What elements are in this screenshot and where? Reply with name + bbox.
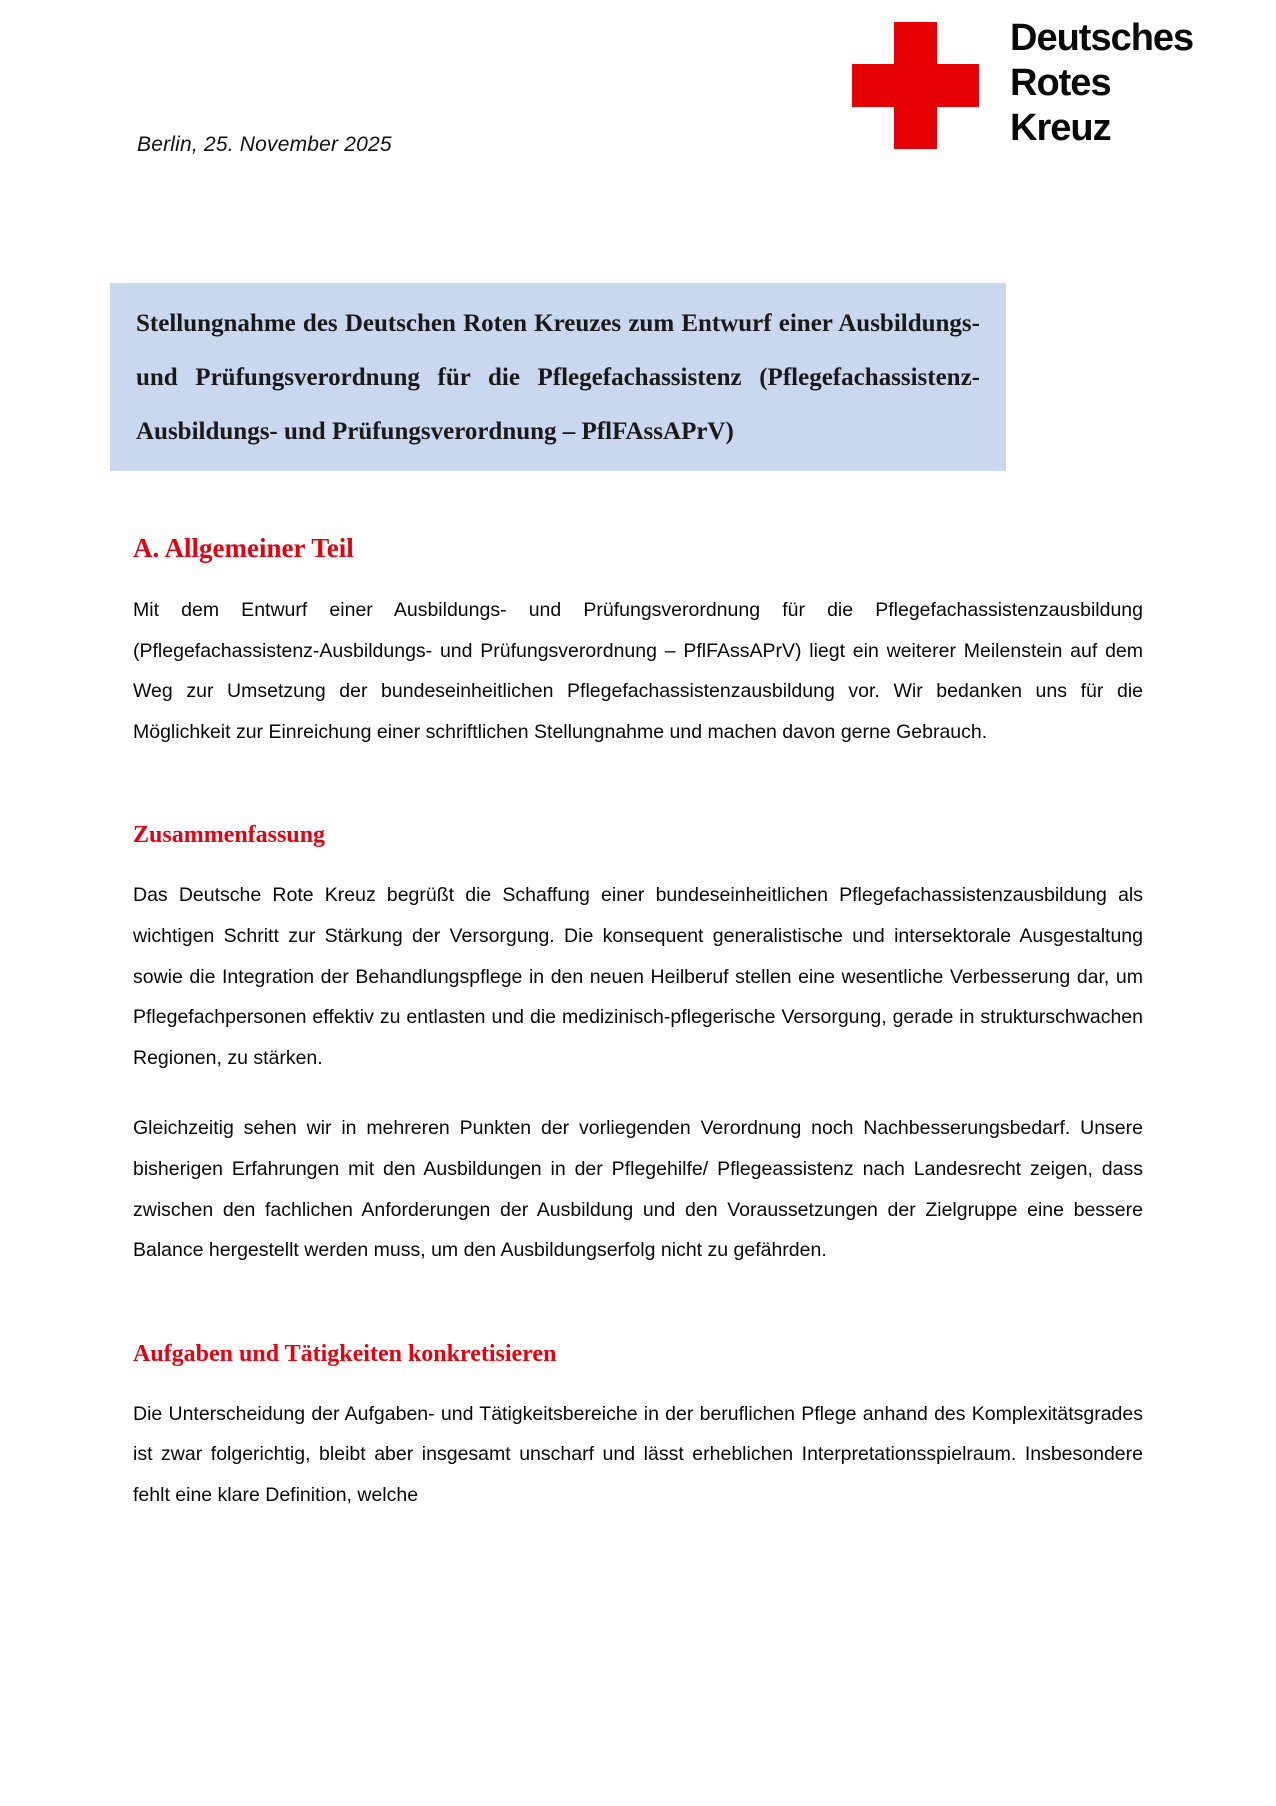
title-block <box>110 283 1006 471</box>
section-allgemeiner-teil <box>133 533 1143 752</box>
section-heading: A. Allgemeiner Teil <box>133 533 354 563</box>
logo-word-line: Rotes <box>1010 62 1111 104</box>
document-body <box>0 283 1276 1516</box>
date-line: Berlin, 25. November 2025 <box>137 133 392 156</box>
document-title: Stellungnahme des Deutschen Roten Kreuzes zum Entwurf einer Ausbildungs- und Prüfungsverordnung für die Pflegefachassistenz (Pflegefachassistenz-Ausbildungs- und Prüfungsverordnung – PflFAssAPrV) <box>136 310 980 445</box>
red-cross-horizontal-bar <box>852 64 979 107</box>
logo-word-line: Deutsches <box>1010 17 1194 59</box>
red-cross-icon <box>852 22 979 149</box>
drk-logo <box>852 17 1272 155</box>
paragraph: Mit dem Entwurf einer Ausbildungs- und Prüfungsverordnung für die Pflegefachassistenzausbildung (Pflegefachassistenz-Ausbildungs- und Prüfungsverordnung – PflFAssAPrV) liegt ein weiterer Meilenstein auf dem Weg zur Umsetzung der bundeseinheitlichen Pflegefachassistenzausbildung vor. Wir bedanken uns für die Möglichkeit zur Einreichung einer schriftlichen Stellungnahme und machen davon gerne Gebrauch. <box>133 599 1143 743</box>
section-heading: Aufgaben und Tätigkeiten konkretisieren <box>133 1340 557 1367</box>
section-zusammenfassung <box>133 822 1143 1270</box>
paragraph: Das Deutsche Rote Kreuz begrüßt die Schaffung einer bundeseinheitlichen Pflegefachassistenzausbildung als wichtigen Schritt zur Stärkung der Versorgung. Die konsequent generalistische und intersektorale Ausgestaltung sowie die Integration der Behandlungspflege in den neuen Heilberuf stellen eine wesentliche Verbesserung dar, um Pflegefachpersonen effektiv zu entlasten und die medizinisch-pflegerische Versorgung, gerade in strukturschwachen Regionen, zu stärken. <box>133 884 1143 1069</box>
paragraph: Die Unterscheidung der Aufgaben- und Tätigkeitsbereiche in der beruflichen Pflege anhand des Komplexitätsgrades ist zwar folgerichtig, bleibt aber insgesamt unscharf und lässt erheblichen Interpretationsspielraum. Insbesondere fehlt eine klare Definition, welche <box>133 1402 1143 1506</box>
logo-word-line: Kreuz <box>1010 107 1111 149</box>
paragraph: Gleichzeitig sehen wir in mehreren Punkten der vorliegenden Verordnung noch Nachbesserungsbedarf. Unsere bisherigen Erfahrungen mit den Ausbildungen in der Pflegehilfe/ Pflegeassistenz nach Landesrecht zeigen, dass zwischen den fachlichen Anforderungen der Ausbildung und den Voraussetzungen der Zielgruppe eine bessere Balance hergestellt werden muss, um den Ausbildungserfolg nicht zu gefährden. <box>133 1117 1143 1262</box>
section-aufgaben-und-taetigkeiten <box>133 1341 1143 1516</box>
logo-wordmark <box>1010 16 1193 151</box>
section-heading: Zusammenfassung <box>133 822 326 849</box>
